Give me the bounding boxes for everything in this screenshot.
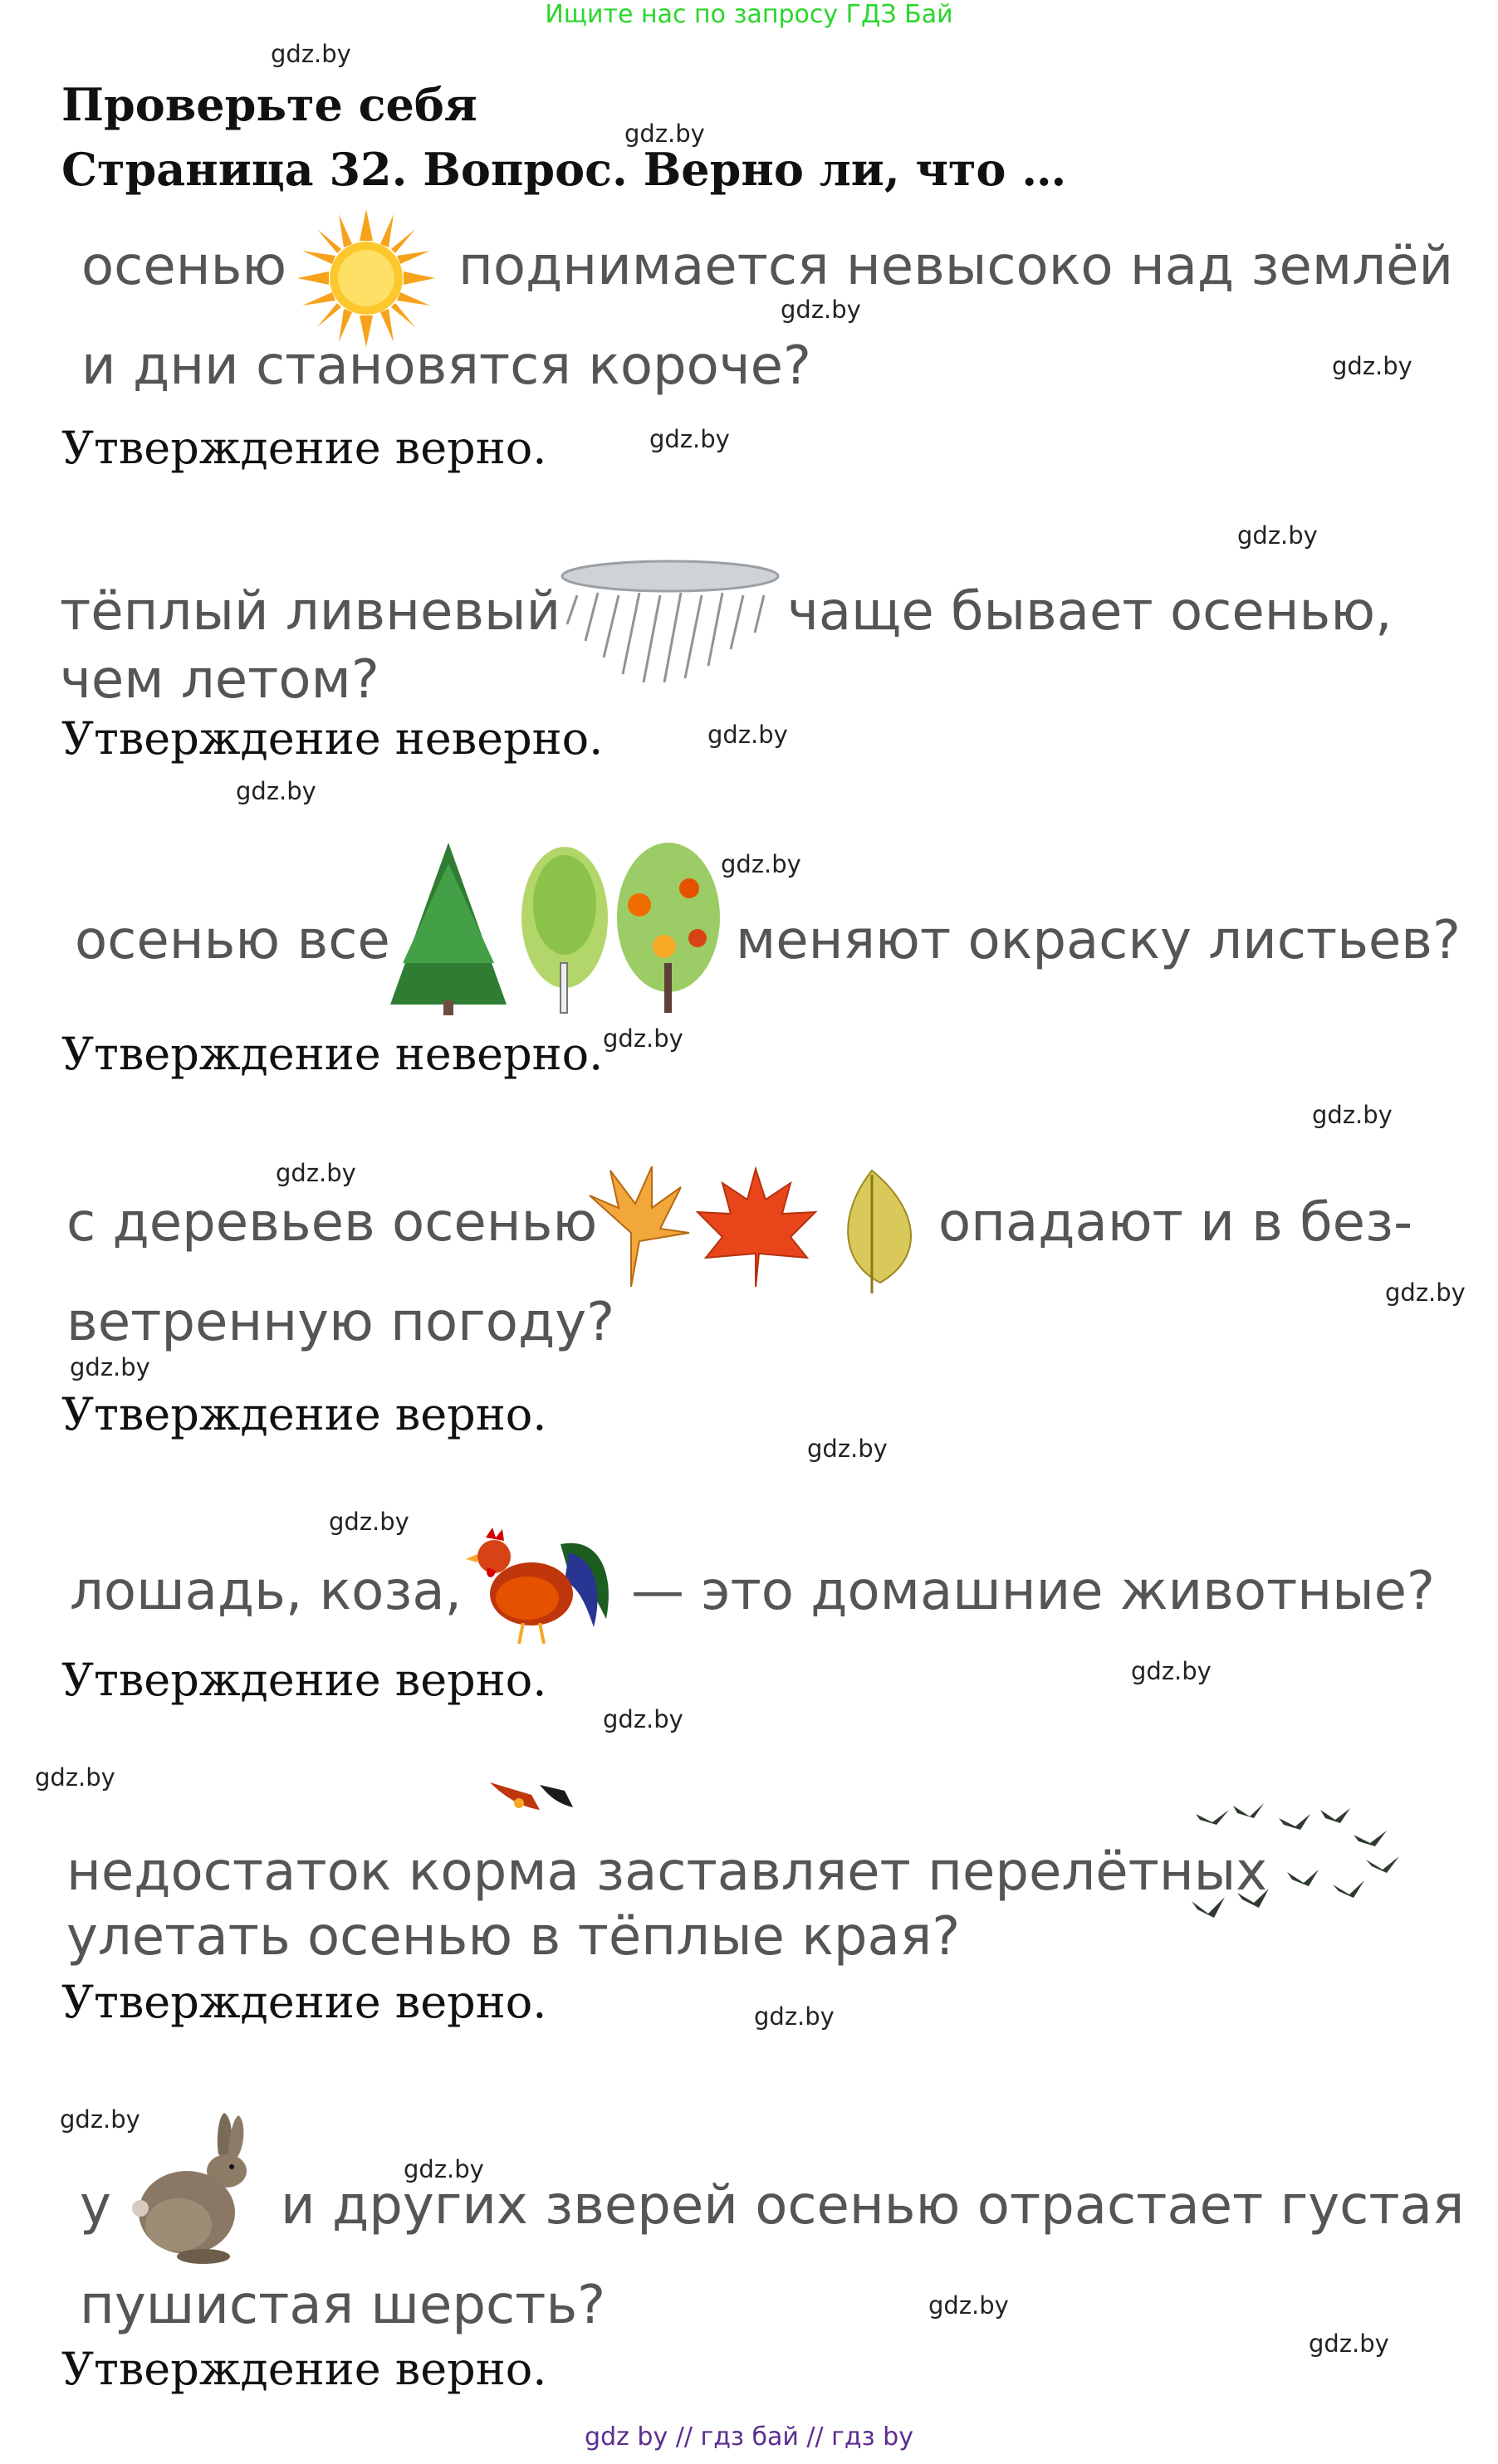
rooster-tail-fragment-icon [482, 1778, 606, 1816]
rain-cloud-icon [552, 558, 789, 691]
rooster-icon [461, 1528, 614, 1644]
page-title: Проверьте себя [61, 78, 477, 131]
question-4-part-2: опадают и в без- [938, 1192, 1413, 1254]
question-2-part-1: тёплый ливневый [60, 581, 561, 643]
watermark: gdz.by [928, 2291, 1009, 2320]
watermark: gdz.by [1385, 1278, 1466, 1307]
question-4-part-1: с деревьев осенью [66, 1192, 598, 1254]
watermark: gdz.by [276, 1159, 356, 1187]
watermark: gdz.by [404, 2155, 484, 2183]
question-6-part-1: недостаток корма заставляет перелётных [66, 1841, 1268, 1903]
question-7-part-2: и других зверей осенью отрастает густая [281, 2175, 1465, 2237]
watermark: gdz.by [1131, 1657, 1212, 1685]
watermark: gdz.by [603, 1024, 683, 1053]
search-banner[interactable]: Ищите нас по запросу ГДЗ Бай [545, 0, 953, 29]
question-3-part-2: меняют окраску листьев? [736, 910, 1461, 971]
answer-7: Утверждение верно. [61, 2343, 547, 2395]
question-5-part-1: лошадь, коза, [70, 1561, 462, 1622]
question-7-part-1: у [80, 2175, 111, 2237]
question-4-part-3: ветренную погоду? [66, 1292, 615, 1353]
trees-icon [390, 838, 731, 1017]
answer-2: Утверждение неверно. [61, 712, 604, 765]
sun-icon [296, 208, 437, 349]
answer-5: Утверждение верно. [61, 1654, 547, 1706]
watermark: gdz.by [707, 721, 788, 749]
answer-4: Утверждение верно. [61, 1388, 547, 1440]
page-subtitle: Страница 32. Вопрос. Верно ли, что … [61, 143, 1067, 196]
watermark: gdz.by [807, 1435, 888, 1463]
answer-3: Утверждение неверно. [61, 1028, 604, 1080]
watermark: gdz.by [236, 777, 316, 805]
answer-6: Утверждение верно. [61, 1976, 547, 2028]
watermark: gdz.by [70, 1353, 150, 1381]
question-3-part-1: осенью все [75, 910, 390, 971]
watermark: gdz.by [624, 120, 705, 148]
birds-flock-icon [1187, 1793, 1403, 1938]
watermark: gdz.by [721, 850, 801, 878]
answer-1: Утверждение верно. [61, 422, 547, 474]
question-1-part-3: и дни становятся короче? [81, 335, 811, 397]
watermark: gdz.by [649, 425, 730, 453]
watermark: gdz.by [1332, 352, 1412, 380]
watermark: gdz.by [329, 1508, 409, 1536]
watermark: gdz.by [35, 1763, 115, 1792]
question-6-part-2: улетать осенью в тёплые края? [66, 1906, 961, 1968]
watermark: gdz.by [271, 40, 351, 68]
watermark: gdz.by [1312, 1101, 1393, 1129]
question-1-part-2: поднимается невысоко над землёй [458, 236, 1454, 297]
question-5-part-2: — это домашние животные? [631, 1561, 1435, 1622]
watermark: gdz.by [754, 2002, 835, 2031]
footer-links[interactable]: gdz by // гдз бай // гдз by [585, 2422, 913, 2452]
watermark: gdz.by [1309, 2330, 1389, 2358]
question-7-part-3: пушистая шерсть? [80, 2275, 606, 2336]
watermark: gdz.by [1237, 521, 1318, 550]
hare-icon [129, 2109, 266, 2266]
leaves-icon [573, 1162, 938, 1295]
watermark: gdz.by [60, 2105, 140, 2134]
watermark: gdz.by [603, 1705, 683, 1733]
question-2-part-3: чем летом? [60, 649, 379, 711]
question-2-part-2: чаще бывает осенью, [787, 581, 1393, 643]
question-1-part-1: осенью [81, 236, 287, 297]
watermark: gdz.by [781, 296, 861, 324]
